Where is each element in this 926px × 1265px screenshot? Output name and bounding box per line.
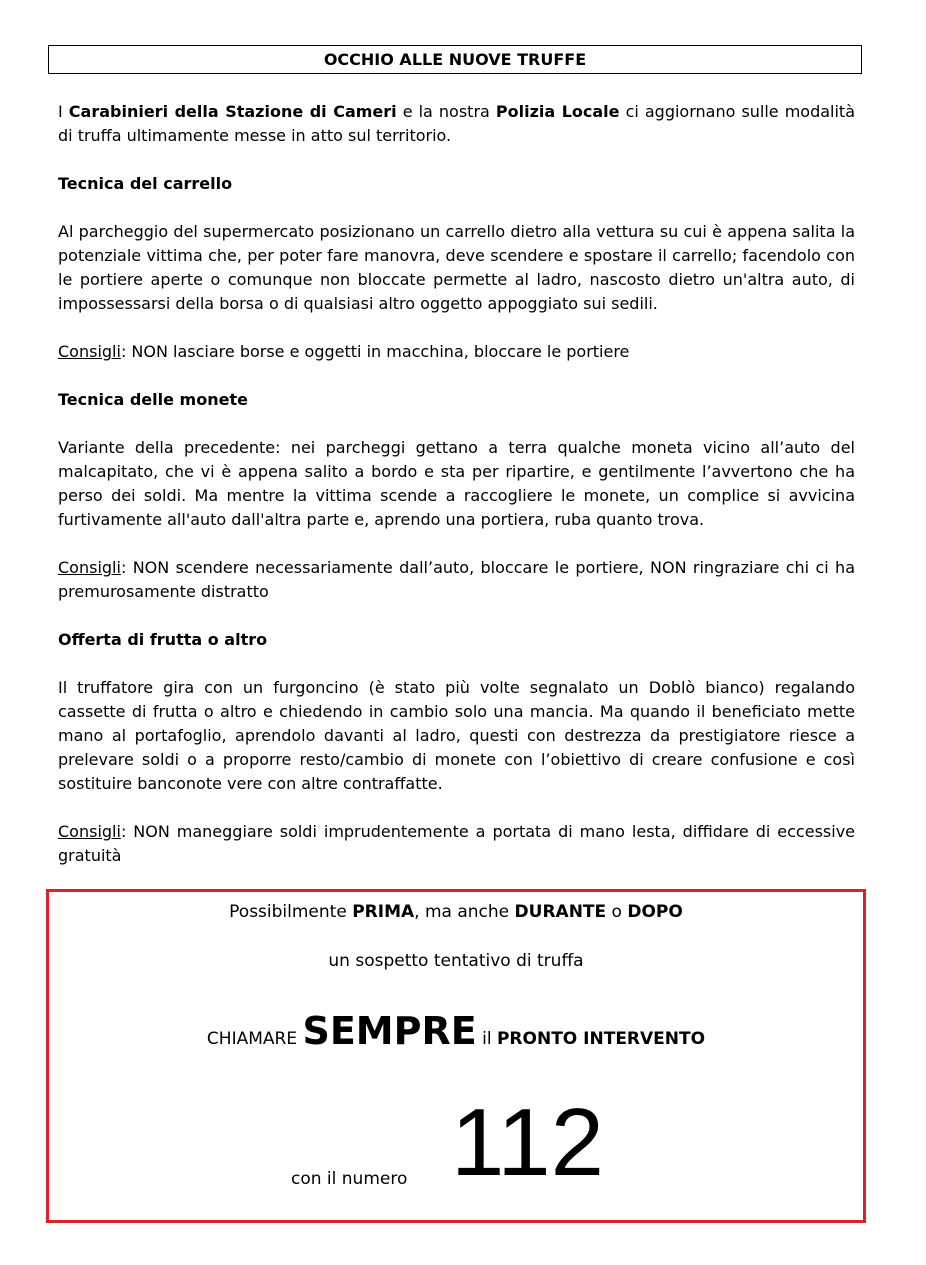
page-title: OCCHIO ALLE NUOVE TRUFFE: [48, 45, 862, 74]
callout-line-when: Possibilmente PRIMA, ma anche DURANTE o DOPO: [229, 902, 683, 922]
emergency-callout-box: [46, 889, 866, 1223]
section-body: Il truffatore gira con un furgoncino (è stato più volte segnalato un Doblò bianco) regalando cassette di frutta o altro e chiedendo in cambio solo una mancia. Ma quando il beneficiato mette mano al portafoglio, aprendolo davanti al ladro, questi con destrezza da prestigiatore riesce a prelevare soldi o a proporre resto/cambio di monete con l’obiettivo di creare confusione e così sostituire banconote vere con altre contraffatte.: [58, 678, 855, 793]
advice-label: Consigli: [58, 558, 121, 577]
section-heading: Tecnica del carrello: [58, 174, 233, 193]
section-heading: Offerta di frutta o altro: [58, 630, 268, 649]
section-body: Variante della precedente: nei parcheggi gettano a terra qualche moneta vicino all’auto del malcapitato, che vi è appena salito a bordo e sta per ripartire, e gentilmente l’avvertono che ha perso dei soldi. Ma mentre la vittima scende a raccogliere le monete, un complice si avvicina furtivamente all'auto dall'altra parte e, aprendo una portiera, ruba quanto trova.: [58, 438, 855, 529]
emergency-number: 112: [451, 1089, 605, 1196]
advice-paragraph: [58, 820, 855, 868]
advice-text: : NON maneggiare soldi imprudentemente a portata di mano lesta, diffidare di eccessive gratuità: [58, 822, 855, 865]
callout-line-suspect: un sospetto tentativo di truffa: [328, 951, 584, 971]
advice-text: : NON lasciare borse e oggetti in macchina, bloccare le portiere: [120, 342, 630, 361]
intro-text-2: e la nostra: [396, 102, 496, 121]
document-body: [58, 100, 855, 868]
advice-paragraph: [58, 340, 855, 364]
intro-bold-polizia: Polizia Locale: [495, 102, 620, 121]
intro-text-1: I: [58, 102, 69, 121]
intro-bold-carabinieri: Carabinieri della Stazione di Cameri: [68, 102, 397, 121]
callout-pronto-intervento: PRONTO INTERVENTO: [496, 1029, 706, 1049]
advice-paragraph: [58, 556, 855, 604]
advice-label: Consigli: [58, 822, 121, 841]
intro-text-3: ci aggiornano sulle modalità di truffa ultimamente messe in atto sul territorio.: [58, 102, 856, 145]
callout-line-call: CHIAMARE SEMPRE il PRONTO INTERVENTO: [206, 1009, 706, 1053]
callout-number-label: con il numero: [291, 1169, 408, 1189]
section-heading: Tecnica delle monete: [58, 390, 248, 409]
advice-text: : NON scendere necessariamente dall’auto, bloccare le portiere, NON ringraziare chi ci ha premurosamente distratto: [58, 558, 855, 601]
section-body: Al parcheggio del supermercato posizionano un carrello dietro alla vettura su cui è appena salita la potenziale vittima che, per poter fare manovra, deve scendere e spostare il carrello; facendolo con le portiere aperte o comunque non bloccate permette al ladro, nascosto dietro un'altra auto, di impossessarsi della borsa o di qualsiasi altro oggetto appoggiato sui sedili.: [58, 222, 855, 313]
intro-paragraph: [58, 100, 855, 148]
callout-sempre: SEMPRE: [302, 1009, 477, 1053]
callout-line-number: [49, 1088, 863, 1208]
advice-label: Consigli: [58, 342, 121, 361]
